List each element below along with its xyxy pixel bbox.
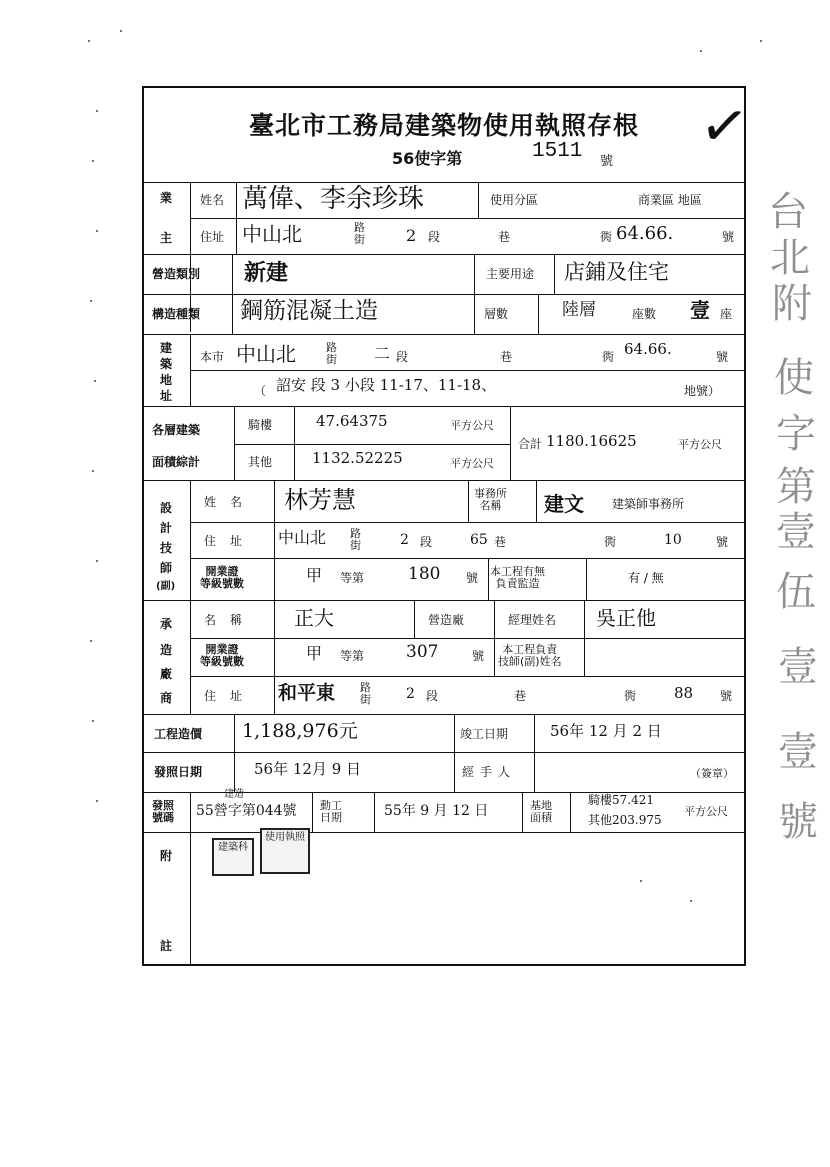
site-number-label: 號 (716, 350, 729, 364)
street-label: 街 (354, 233, 365, 246)
permit-ref-labels (152, 800, 174, 824)
contractor-address-section: 2 (406, 686, 415, 702)
designer-label-5: (副) (156, 581, 176, 592)
site-road-labels (326, 342, 337, 366)
total-unit: 平方公尺 (678, 438, 722, 451)
designer-address-road: 中山北 (278, 528, 327, 547)
contractor-label-1: 承 (160, 617, 173, 631)
building-type-value: 新建 (244, 260, 289, 286)
manager-value: 吳正他 (596, 606, 656, 630)
contractor-street-label: 街 (360, 693, 371, 706)
start-label-2: 日期 (320, 811, 342, 824)
contractor-label-3: 廠 (160, 667, 173, 681)
contractor-address-number: 88 (674, 684, 694, 702)
main-use-value: 店鋪及住宅 (564, 260, 669, 284)
site-lane-label: 巷 (500, 350, 513, 364)
permit-number (392, 140, 614, 169)
handler-label: 經手人 (462, 765, 517, 779)
contractor-address-label: 住址 (204, 689, 257, 703)
license-label-2: 等級號數 (200, 577, 244, 590)
other-label: 其他 (248, 455, 273, 469)
engineer-label-1: 本工程負責 (502, 643, 558, 656)
total-value: 1180.16625 (546, 432, 637, 450)
bg-mark: 第 (776, 464, 816, 510)
contractor-number-label: 號 (720, 689, 733, 703)
start-value: 55年 9 月 12 日 (384, 803, 489, 819)
issue-label: 發照日期 (154, 765, 203, 779)
designer-alley-label: 衖 (604, 535, 617, 549)
designer-label-4: 師 (160, 561, 173, 575)
designer-name-value: 林芳慧 (284, 486, 356, 514)
blocks-unit: 座 (720, 307, 733, 321)
area-label-1: 各層建築 (152, 423, 201, 437)
owner-address-number: 64.66. (616, 223, 674, 244)
arcade-label: 騎樓 (248, 418, 273, 432)
structure-label: 構造種類 (152, 307, 201, 321)
contractor-license-label-1: 開業證 (205, 643, 239, 656)
owner-label-2: 主 (160, 231, 173, 245)
contractor-license-number: 307 (406, 642, 439, 662)
total-label: 合計 (518, 437, 543, 451)
area-label-2: 面積綜計 (152, 455, 201, 469)
firm-label-2: 名稱 (479, 499, 502, 512)
completion-label: 竣工日期 (460, 727, 509, 741)
designer-address-section: 2 (400, 532, 409, 548)
alley-label: 衖 (600, 230, 613, 244)
contractor-type: 營造廠 (428, 613, 465, 627)
bg-mark: 壹 (778, 729, 818, 775)
site-section: 二 (374, 344, 391, 363)
site-section-label: 段 (396, 350, 409, 364)
permit-suffix: 號 (600, 154, 614, 169)
arcade-value: 47.64375 (316, 412, 388, 430)
bg-mark: 伍 (776, 569, 816, 615)
site-road: 中山北 (236, 342, 296, 366)
owner-name-label: 姓名 (200, 193, 225, 207)
owner-name-value: 萬偉、李余珍珠 (242, 184, 425, 214)
base-arcade: 騎樓57.421 (588, 793, 654, 807)
site-label-4: 址 (160, 389, 173, 403)
contractor-address-road: 和平東 (278, 682, 336, 704)
lot-value: 詔安 段 3 小段 11-17、11-18、 (276, 376, 497, 394)
firm-label-1: 事務所 (474, 487, 507, 500)
permit-annotation: 建造 (224, 789, 244, 800)
seal-label: （簽章） (690, 767, 734, 780)
license-label-1: 開業證 (205, 565, 239, 578)
firm-labels (474, 488, 507, 512)
base-label-1: 基地 (530, 799, 552, 812)
bg-mark: 附 (772, 281, 812, 327)
manager-label: 經理姓名 (508, 613, 557, 627)
contractor-name-value: 正大 (294, 606, 334, 630)
owner-address-road: 中山北 (242, 222, 302, 246)
base-unit: 平方公尺 (684, 805, 728, 818)
start-label-1: 動工 (320, 799, 342, 812)
bg-mark: 壹 (778, 644, 818, 690)
bg-mark: 字 (776, 411, 816, 457)
owner-road-labels (354, 222, 365, 246)
site-label-3: 地 (160, 373, 173, 387)
contractor-road-label: 路 (360, 681, 371, 694)
remarks-label-1: 附 (160, 849, 173, 863)
site-alley-label: 衖 (602, 350, 615, 364)
contractor-name-label: 名稱 (204, 613, 257, 627)
permit-ref-label-1: 發照 (152, 799, 174, 812)
road-label: 路 (354, 221, 365, 234)
contractor-license-suffix: 號 (472, 649, 485, 663)
bg-mark: 使 (774, 355, 814, 401)
base-label-2: 面積 (530, 811, 552, 824)
permit-ref-value: 55營字第044號 (196, 803, 297, 819)
other-value: 1132.52225 (312, 449, 403, 467)
bg-mark: 台 (768, 189, 808, 235)
designer-road-label: 路 (350, 527, 361, 540)
owner-address-section: 2 (406, 226, 417, 245)
designer-number-label: 號 (716, 535, 729, 549)
designer-address-number: 10 (664, 532, 682, 548)
owner-label-1: 業 (160, 191, 173, 205)
bg-mark: 壹 (776, 509, 816, 555)
use-zone-value: 商業區 地區 (638, 193, 702, 207)
designer-address-lane: 65 (470, 532, 488, 548)
permit-number-value: 1511 (532, 140, 583, 163)
site-label-1: 建 (160, 341, 173, 355)
floors-value: 陸層 (562, 300, 596, 320)
use-zone-label: 使用分區 (490, 193, 539, 207)
designer-lane-label: 巷 (494, 535, 507, 549)
contractor-alley-label: 衖 (624, 689, 637, 703)
designer-street-label: 街 (350, 539, 361, 552)
supervise-label-1: 本工程有無 (490, 565, 545, 578)
designer-license-grade: 甲 (306, 566, 323, 585)
arcade-unit: 平方公尺 (450, 419, 494, 432)
contractor-section-label: 段 (426, 689, 439, 703)
designer-license-mid: 等第 (340, 571, 365, 585)
engineer-label-2: 技師(副)姓名 (498, 655, 562, 668)
main-use-label: 主要用途 (486, 267, 535, 281)
cost-label: 工程造價 (154, 727, 203, 741)
permit-ref-label-2: 號碼 (152, 811, 174, 824)
permit-prefix: 56使字第 (392, 149, 463, 168)
engineer-labels (498, 644, 562, 668)
permit-stub-form (142, 86, 746, 966)
contractor-license-mid: 等第 (340, 649, 365, 663)
designer-label-1: 設 (160, 501, 173, 515)
contractor-license-labels (200, 644, 244, 668)
start-labels (320, 800, 342, 824)
designer-road-labels (350, 528, 361, 552)
supervise-label-2: 負責監造 (495, 577, 540, 590)
blocks-value: 壹 (690, 298, 710, 322)
contractor-road-labels (360, 682, 371, 706)
bg-mark: 北 (770, 235, 810, 281)
site-road-label: 路 (326, 341, 337, 354)
other-unit: 平方公尺 (450, 457, 494, 470)
contractor-label-4: 商 (160, 691, 173, 705)
designer-address-label: 住址 (204, 534, 257, 548)
section-label: 段 (428, 230, 441, 244)
designer-label-2: 計 (160, 521, 173, 535)
site-number: 64.66. (624, 340, 672, 358)
firm-name: 建文 (544, 492, 584, 516)
designer-section-label: 段 (420, 535, 433, 549)
designer-label-3: 技 (160, 541, 173, 555)
building-type-label: 營造類別 (152, 267, 201, 281)
structure-value: 鋼筋混凝土造 (240, 298, 378, 324)
lot-suffix: 地號） (684, 384, 721, 398)
designer-license-suffix: 號 (466, 571, 479, 585)
check-mark: ✓ (695, 88, 754, 164)
base-other: 其他203.975 (588, 813, 662, 827)
bg-mark: 號 (778, 799, 818, 845)
contractor-label-2: 造 (160, 643, 173, 657)
lot-prefix: （ (254, 384, 267, 398)
designer-name-label: 姓名 (204, 495, 257, 509)
issue-value: 56年 12月 9 日 (254, 760, 362, 778)
number-label: 號 (722, 230, 735, 244)
blocks-label: 座數 (632, 307, 657, 321)
cost-value: 1,188,976元 (242, 720, 358, 742)
office-stamp: 建築科 (212, 838, 254, 876)
page-title: 臺北市工務局建築物使用執照存根 (248, 111, 639, 140)
site-street-label: 街 (326, 353, 337, 366)
completion-value: 56年 12 月 2 日 (550, 722, 662, 740)
site-city-label: 本市 (200, 350, 225, 364)
designer-license-number: 180 (408, 564, 441, 584)
site-label-2: 築 (160, 357, 173, 371)
floors-label: 層數 (484, 307, 509, 321)
contractor-license-label-2: 等級號數 (200, 655, 244, 668)
designer-license-labels (200, 566, 244, 590)
lane-label: 巷 (498, 230, 511, 244)
supervise-labels (490, 566, 545, 590)
owner-address-label: 住址 (200, 230, 225, 244)
firm-suffix: 建築師事務所 (612, 497, 685, 511)
supervise-value: 有 / 無 (628, 571, 664, 585)
contractor-lane-label: 巷 (514, 689, 527, 703)
remarks-label-2: 註 (160, 939, 173, 953)
contractor-license-grade: 甲 (306, 644, 323, 663)
license-stamp: 使用執照 (260, 828, 310, 874)
base-labels (530, 800, 552, 824)
